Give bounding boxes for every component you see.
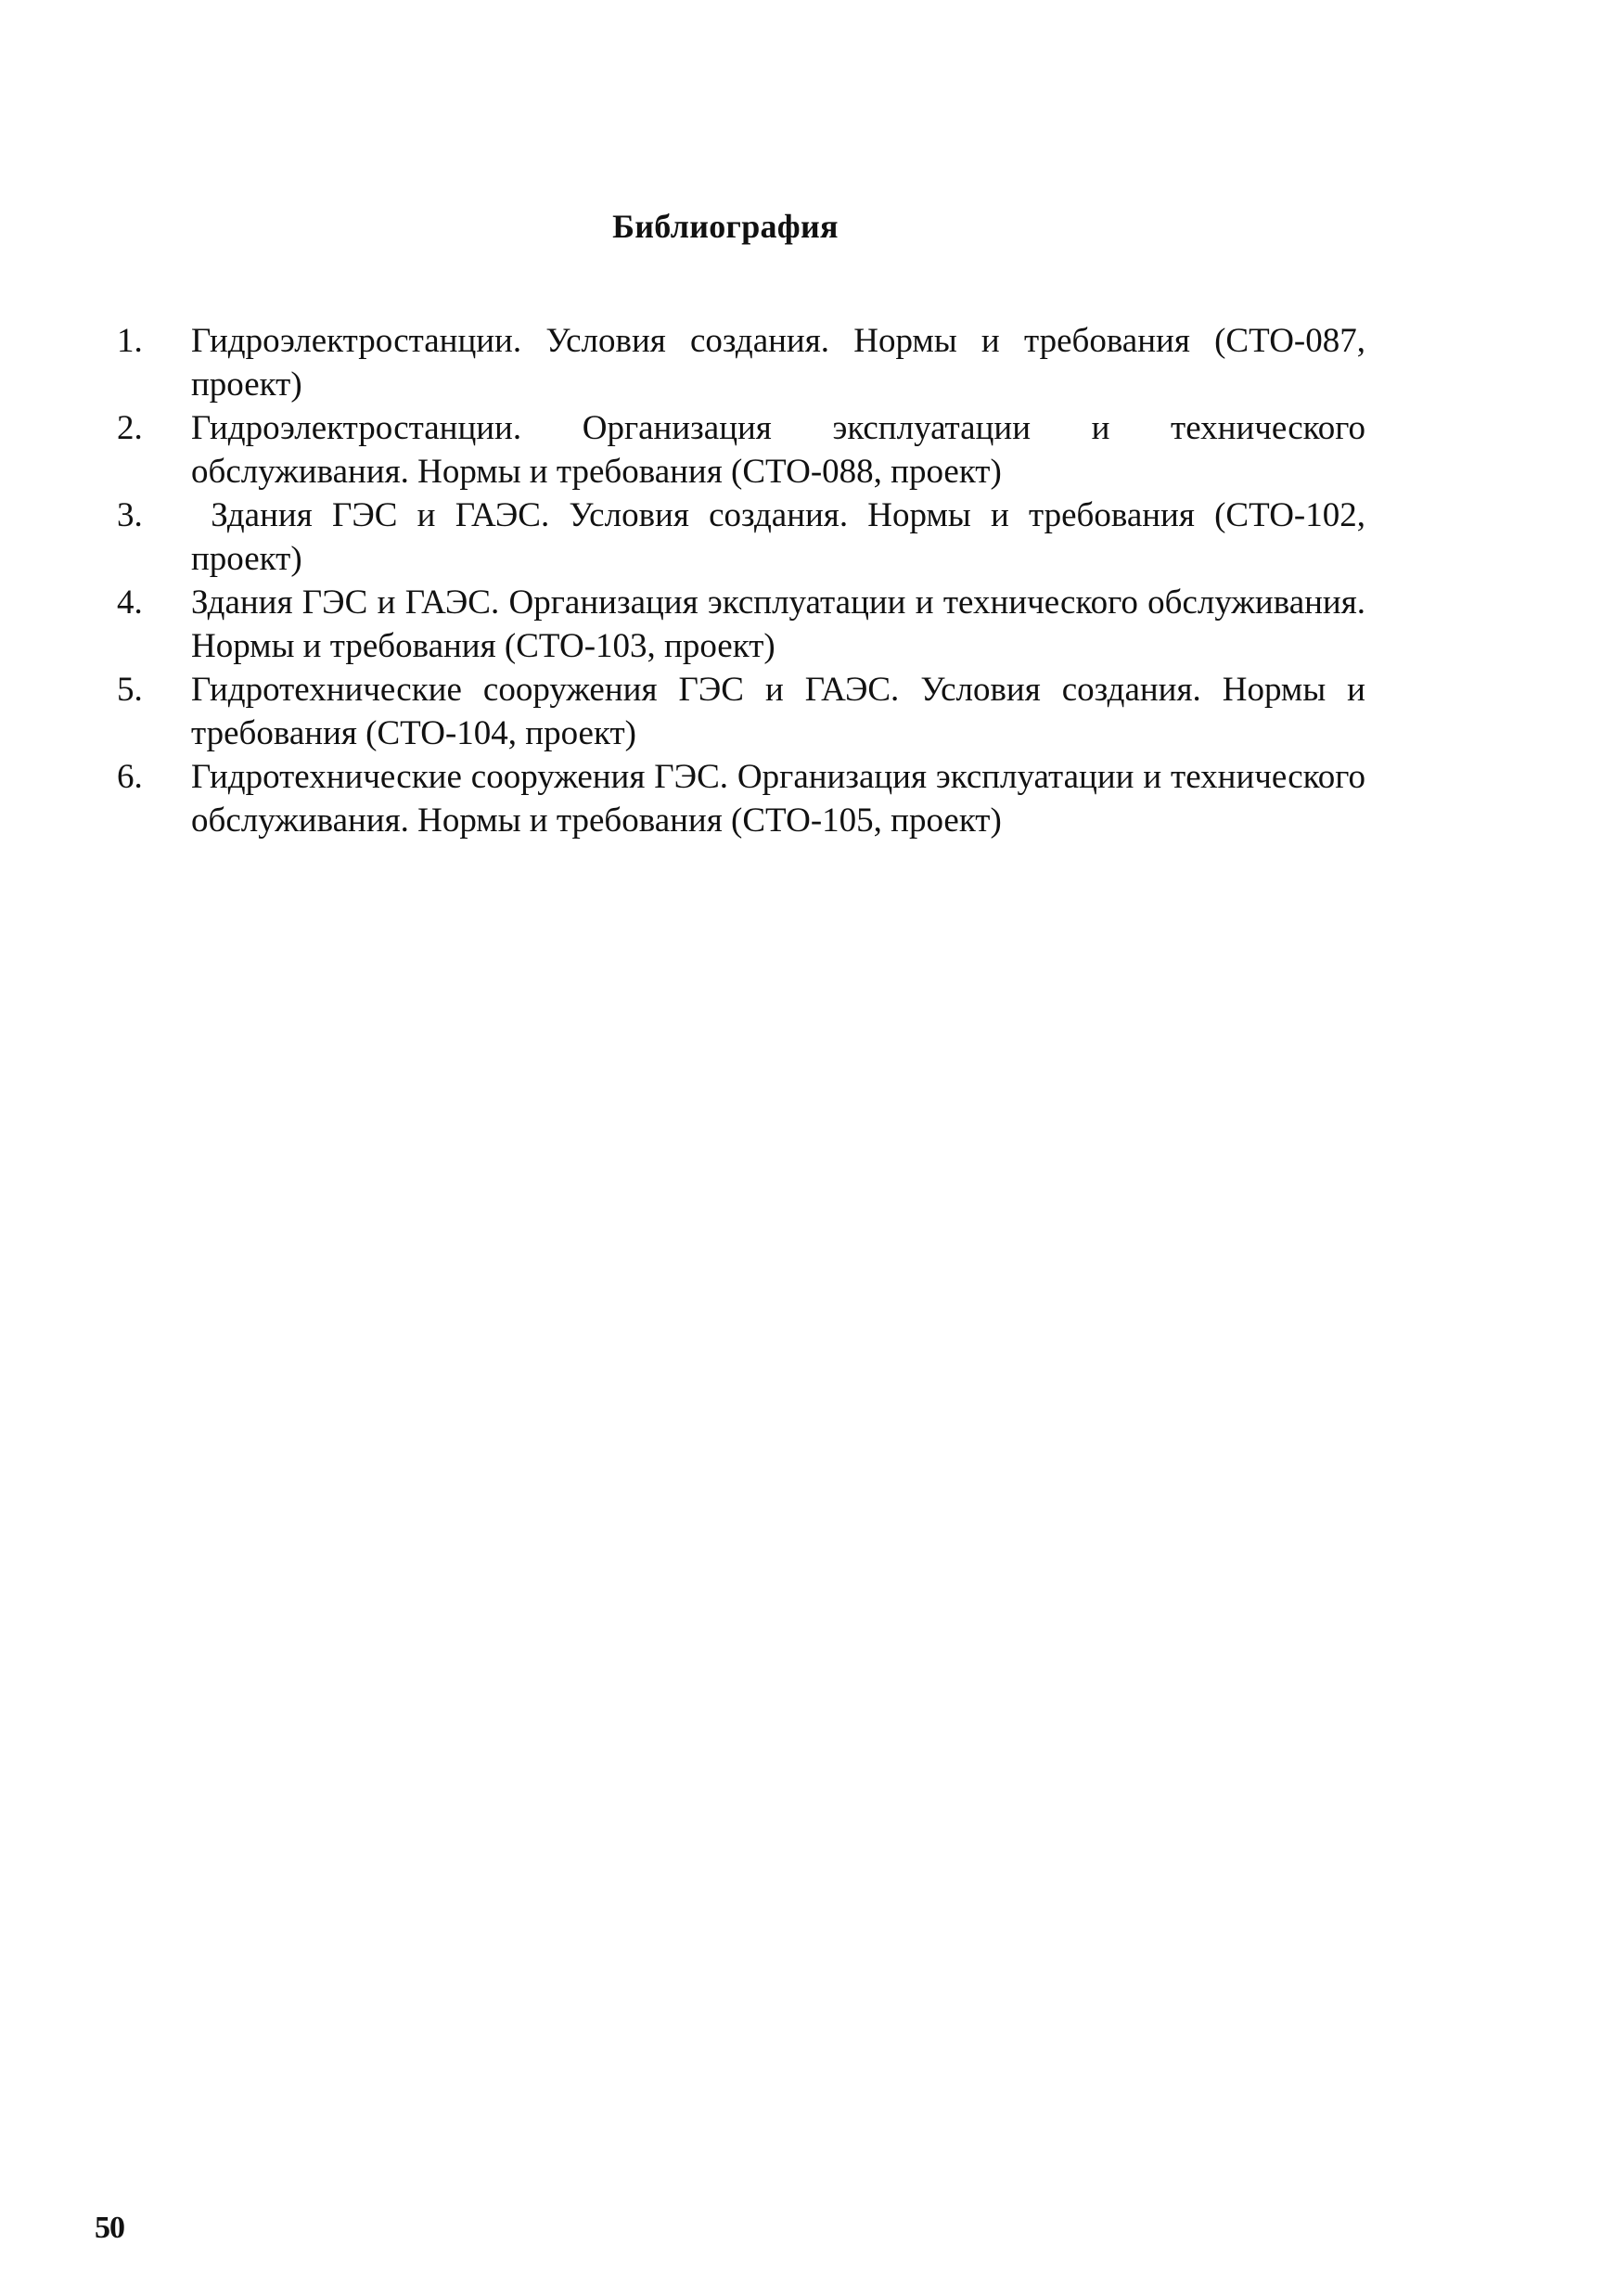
bibliography-item [117, 755, 1365, 842]
bibliography-list [117, 319, 1375, 842]
bibliography-item [117, 581, 1365, 668]
item-number: 5. [117, 671, 143, 709]
item-number: 3. [117, 496, 143, 534]
bibliography-title: Библиография [612, 208, 839, 245]
item-number: 2. [117, 409, 143, 447]
item-number: 1. [117, 322, 143, 360]
item-text: Здания ГЭС и ГАЭС. Условия создания. Нормы и требования (СТО-102, проект) [191, 496, 1375, 578]
bibliography-item [117, 319, 1365, 406]
item-text: Гидротехнические сооружения ГЭС и ГАЭС. Условия создания. Нормы и требования (СТО-104, проект) [191, 671, 1365, 752]
item-text: Гидроэлектростанции. Условия создания. Нормы и требования (СТО-087, проект) [191, 322, 1365, 404]
bibliography-item [117, 494, 1375, 581]
bibliography-item [117, 406, 1365, 494]
item-text: Здания ГЭС и ГАЭС. Организация эксплуатации и технического обслуживания. Нормы и требования (СТО-103, проект) [191, 584, 1365, 665]
item-number: 6. [117, 758, 143, 796]
page-number: 50 [95, 2211, 124, 2245]
item-text: Гидроэлектростанции. Организация эксплуатации и технического обслуживания. Нормы и требования (СТО-088, проект) [191, 409, 1365, 491]
bibliography-item [117, 668, 1365, 755]
item-text: Гидротехнические сооружения ГЭС. Организация эксплуатации и технического обслуживания. Нормы и требования (СТО-105, проект) [191, 758, 1365, 840]
item-number: 4. [117, 584, 143, 622]
